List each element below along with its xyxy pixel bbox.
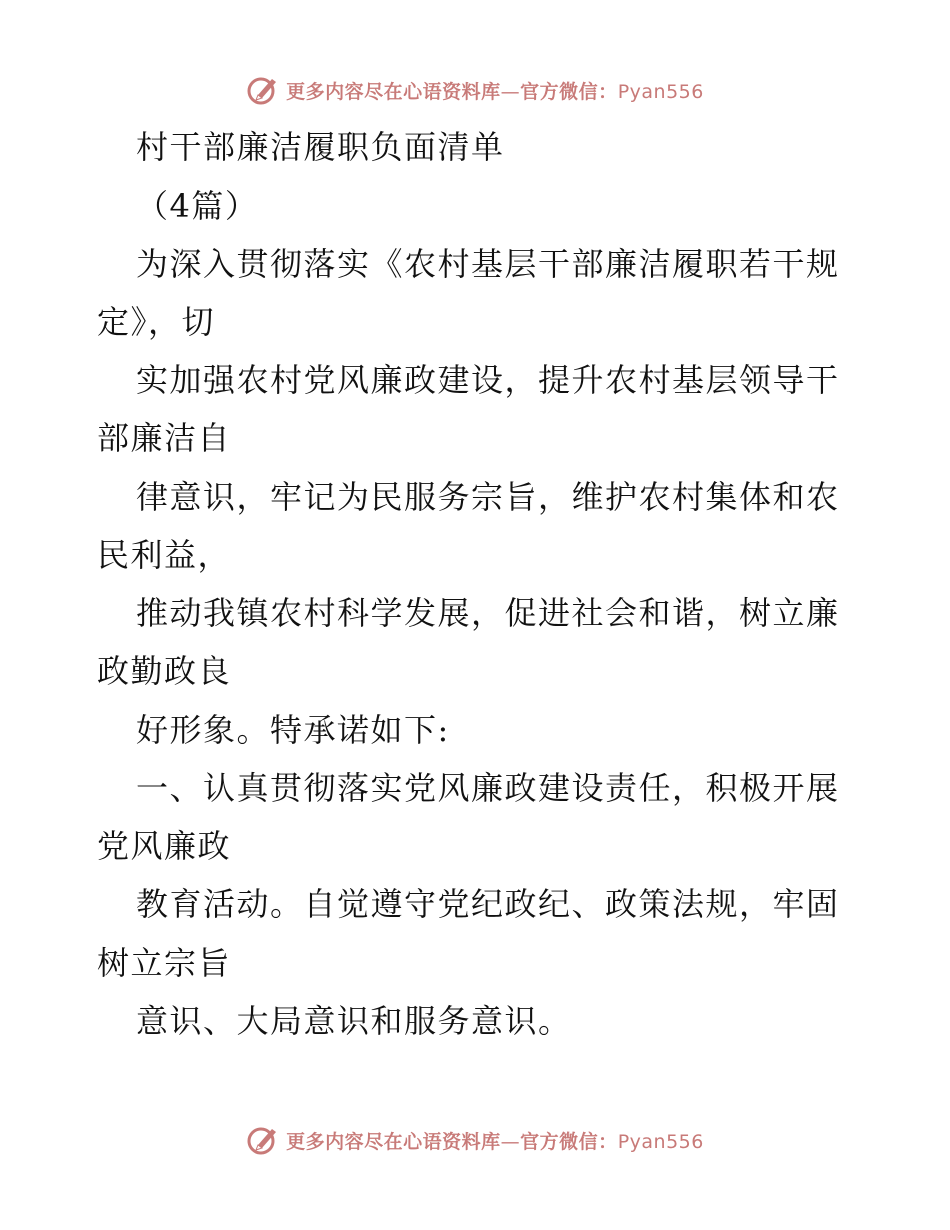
- paragraph-line: 树立宗旨: [97, 944, 232, 982]
- watermark-dash: —: [500, 80, 521, 103]
- watermark-text: [286, 1127, 704, 1154]
- paragraph-line: 定》，切: [97, 303, 216, 341]
- footer-watermark: [0, 1120, 950, 1160]
- watermark-dash: —: [500, 1130, 521, 1153]
- document-title: 村干部廉洁履职负面清单: [136, 128, 505, 166]
- watermark-text: [286, 77, 704, 104]
- watermark-prefix: 更多内容尽在心语资料库: [286, 1130, 501, 1153]
- paragraph-line: 好形象。特承诺如下:: [136, 711, 450, 749]
- watermark-middle: 官方微信：: [520, 80, 618, 103]
- pen-nib-circle-icon: [246, 73, 280, 107]
- watermark-handle: Pyan556: [617, 1130, 704, 1153]
- watermark-prefix: 更多内容尽在心语资料库: [286, 80, 501, 103]
- document-subtitle: （4篇）: [136, 187, 259, 225]
- paragraph-line: 律意识，牢记为民服务宗旨，维护农村集体和农: [136, 478, 840, 516]
- header-watermark: [0, 70, 950, 110]
- paragraph-line: 实加强农村党风廉政建设，提升农村基层领导干: [136, 361, 840, 399]
- paragraph-line: 推动我镇农村科学发展，促进社会和谐，树立廉: [136, 594, 840, 632]
- paragraph-line: 为深入贯彻落实《农村基层干部廉洁履职若干规: [136, 245, 840, 283]
- paragraph-line: 政勤政良: [97, 652, 232, 690]
- paragraph-line: 党风廉政: [97, 827, 232, 865]
- paragraph-line: 意识、大局意识和服务意识。: [136, 1002, 572, 1040]
- paragraph-line: 部廉洁自: [97, 419, 232, 457]
- watermark-handle: Pyan556: [617, 80, 704, 103]
- paragraph-line: 一、认真贯彻落实党风廉政建设责任，积极开展: [136, 769, 840, 807]
- watermark-middle: 官方微信：: [520, 1130, 618, 1153]
- pen-nib-circle-icon: [246, 1123, 280, 1157]
- paragraph-line: 教育活动。自觉遵守党纪政纪、政策法规，牢固: [136, 885, 840, 923]
- paragraph-line: 民利益，: [97, 536, 232, 574]
